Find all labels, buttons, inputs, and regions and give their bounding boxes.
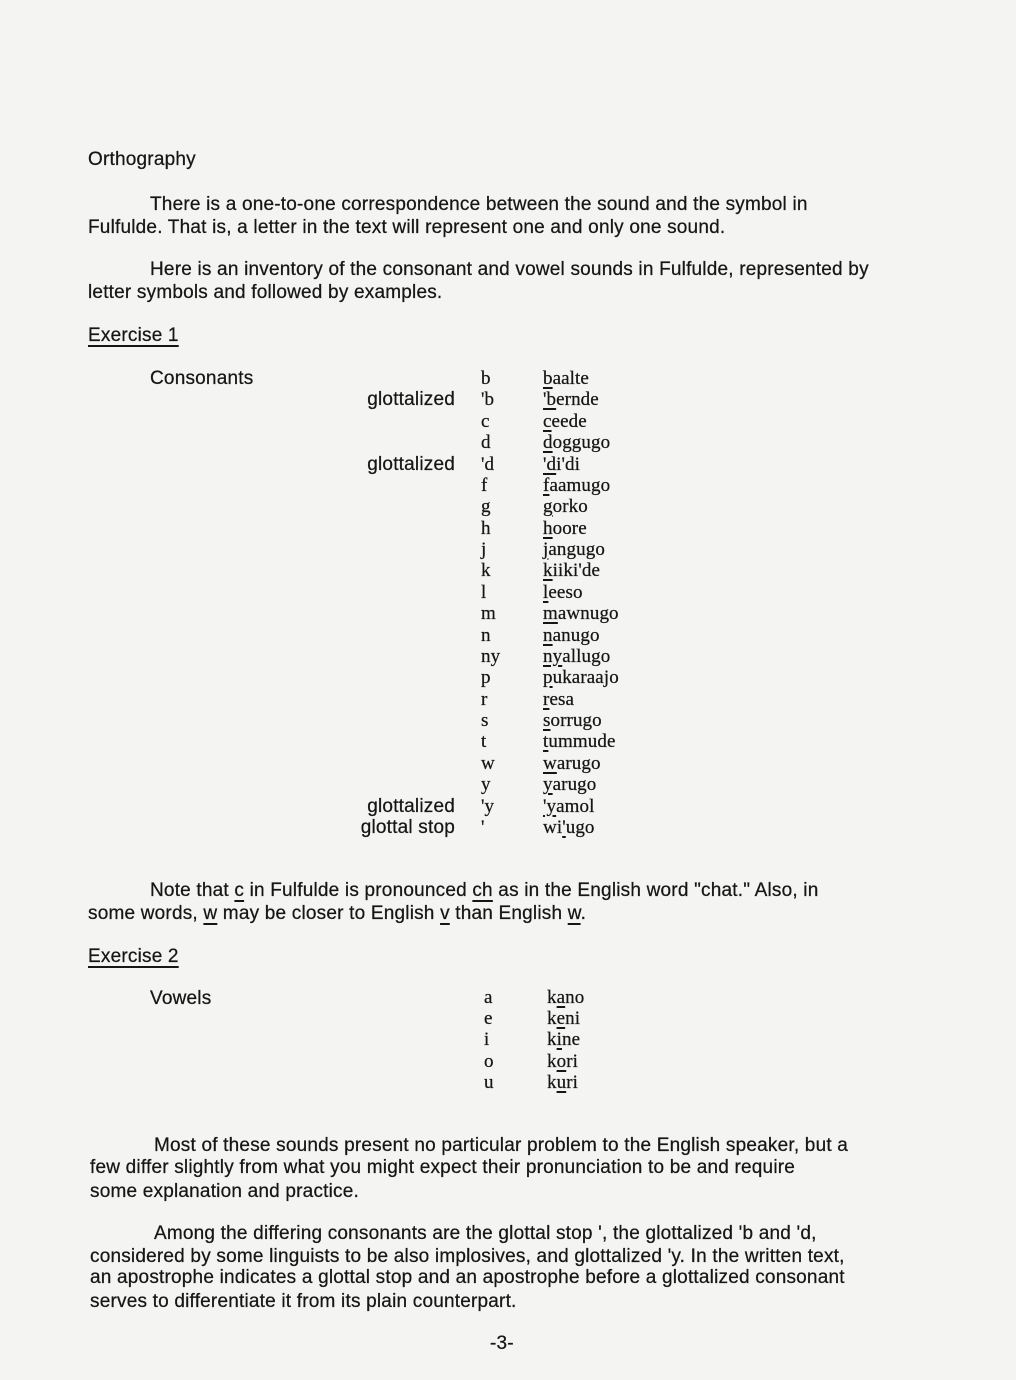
note-text: some words, [88,903,204,924]
note-text: in Fulfulde is pronounced [244,880,473,901]
consonant-letter: s [481,710,489,732]
consonant-example-word: doggugo [543,432,611,454]
consonant-letter: n [481,624,491,646]
consonant-example-mark: d [543,432,553,454]
consonant-example-mark: c [543,410,552,432]
consonant-example-mark: y [543,774,553,796]
consonant-letter: c [481,410,490,432]
consonant-row-label: glottalized [367,795,455,817]
note-underlined-term: w [567,903,581,924]
note-text: Note that [150,880,235,901]
vowel-example-word: kano [547,987,585,1008]
consonant-example-word: nyallugo [543,645,611,667]
consonant-letter: y [481,774,491,796]
consonant-example-word: gorko [543,496,588,518]
note-text: as in the English word "chat." Also, in [492,880,819,901]
consonant-letter: f [481,474,488,496]
consonant-example-mark: w [543,752,557,774]
explanation-line: Most of these sounds present no particular problem to the English speaker, but a [154,1135,849,1156]
differing-line: serves to differentiate it from its plain counterpart. [90,1291,517,1312]
note-underlined-term: v [440,903,450,924]
consonant-example-mark: t [543,731,549,753]
consonant-example-word: faamugo [543,474,611,496]
consonant-letter: h [481,517,491,539]
vowel-example-mark: o [556,1050,567,1072]
consonant-example-word: jangugo [543,539,605,561]
consonant-example-word: 'di'di [543,453,581,475]
vowel-example-mark: i [556,1029,562,1051]
intro-line: There is a one-to-one correspondence between the sound and the symbol in [150,194,808,215]
consonant-letter: 'd [481,453,495,475]
consonant-example-mark: f [543,474,550,496]
consonant-row-label: glottalized [367,389,455,411]
differing-line: an apostrophe indicates a glottal stop and an apostrophe before a glottalized consonant [90,1267,845,1288]
consonant-example-mark: k [543,560,553,582]
consonant-example-word: 'yamol [543,795,595,817]
consonant-letter: j [481,539,487,561]
vowel-example-mark: e [556,1008,566,1030]
consonant-example-mark: s [543,710,551,732]
consonant-letter: t [481,731,487,753]
consonant-example-word: sorrugo [543,710,602,732]
consonant-example-mark: p [543,667,553,689]
consonant-example-mark: 'y [543,795,557,817]
consonant-letter: m [481,603,496,625]
consonant-example-word: hoore [543,517,587,539]
consonant-example-word: mawnugo [543,603,619,625]
consonant-example-mark: 'b [543,389,557,411]
vowel-letter: a [484,987,493,1008]
vowel-letter: o [484,1050,494,1072]
consonant-example-word: wi'ugo [543,816,595,838]
consonant-example-mark: b [543,368,553,389]
inventory-line: Here is an inventory of the consonant and vowel sounds in Fulfulde, represented by [150,259,869,280]
vowel-letter: u [484,1071,494,1093]
note-text: may be closer to English [217,903,441,924]
consonant-example-word: resa [543,688,574,710]
consonant-example-mark: r [543,688,550,710]
consonant-letter: w [481,752,495,774]
consonant-letter: d [481,432,491,454]
note-underlined-term: ch [472,880,493,901]
consonant-example-mark: h [543,517,553,539]
consonant-letter: ' [481,816,485,838]
explanation-line: few differ slightly from what you might expect their pronunciation to be and require [90,1157,796,1178]
consonant-example-word: kiiki'de [543,560,601,582]
differing-line: considered by some linguists to be also implosives, and glottalized 'y. In the written text, [90,1246,845,1267]
vowel-example-word: kine [547,1029,581,1051]
section-title: Orthography [88,149,196,170]
consonant-example-word: 'bernde [543,389,599,411]
note-text: . [580,903,587,924]
consonant-letter: k [481,560,491,582]
vowels-label: Vowels [150,988,212,1009]
note-underlined-term: w [203,903,218,924]
vowel-example-mark: u [556,1071,567,1093]
consonant-example-mark: g [543,496,553,518]
inventory-line: letter symbols and followed by examples. [88,282,443,303]
vowel-example-word: kuri [547,1071,579,1093]
consonant-letter: ny [481,645,501,667]
differing-line: Among the differing consonants are the glottal stop ', the glottalized 'b and 'd, [154,1223,817,1244]
consonant-example-mark: ' [562,816,566,838]
intro-line: Fulfulde. That is, a letter in the text will represent one and only one sound. [88,217,726,238]
consonant-example-word: warugo [543,752,601,774]
explanation-line: some explanation and practice. [90,1181,359,1202]
consonant-example-word: pukaraajo [543,667,619,689]
consonant-example-mark: n [543,624,553,646]
consonant-letter: 'y [481,795,495,817]
consonant-example-mark: ny [543,645,563,667]
note-text: than English [449,903,568,924]
vowel-example-mark: a [556,987,566,1008]
consonant-letter: r [481,688,488,710]
consonant-example-word: ceede [543,410,587,432]
consonant-example-word: tummude [543,731,616,753]
note-line [150,880,818,902]
vowel-letter: i [484,1029,490,1051]
vowel-example-word: keni [547,1008,581,1030]
consonant-row-label: glottalized [367,453,455,475]
consonant-example-word: nanugo [543,624,600,646]
consonant-example-mark: 'd [543,453,557,475]
consonants-label: Consonants [150,368,254,389]
consonant-example-mark: j [543,539,549,561]
consonant-row-label: glottal stop [360,816,455,838]
consonant-example-word: yarugo [543,774,597,796]
vowel-letter: e [484,1008,493,1030]
exercise-2-heading: Exercise 2 [88,946,179,967]
consonant-letter: g [481,496,491,518]
consonant-letter: l [481,581,487,603]
consonant-letter: p [481,667,491,689]
consonant-example-word: baalte [543,368,589,389]
consonant-example-mark: m [543,603,558,625]
vowel-example-word: kori [547,1050,579,1072]
consonant-example-mark: l [543,581,549,603]
page-number: -3- [490,1333,514,1354]
consonant-letter: 'b [481,389,495,411]
consonant-letter: b [481,368,491,389]
note-underlined-term: c [234,880,245,901]
note-line [88,903,586,925]
consonant-example-word: leeso [543,581,583,603]
exercise-1-heading: Exercise 1 [88,325,179,346]
